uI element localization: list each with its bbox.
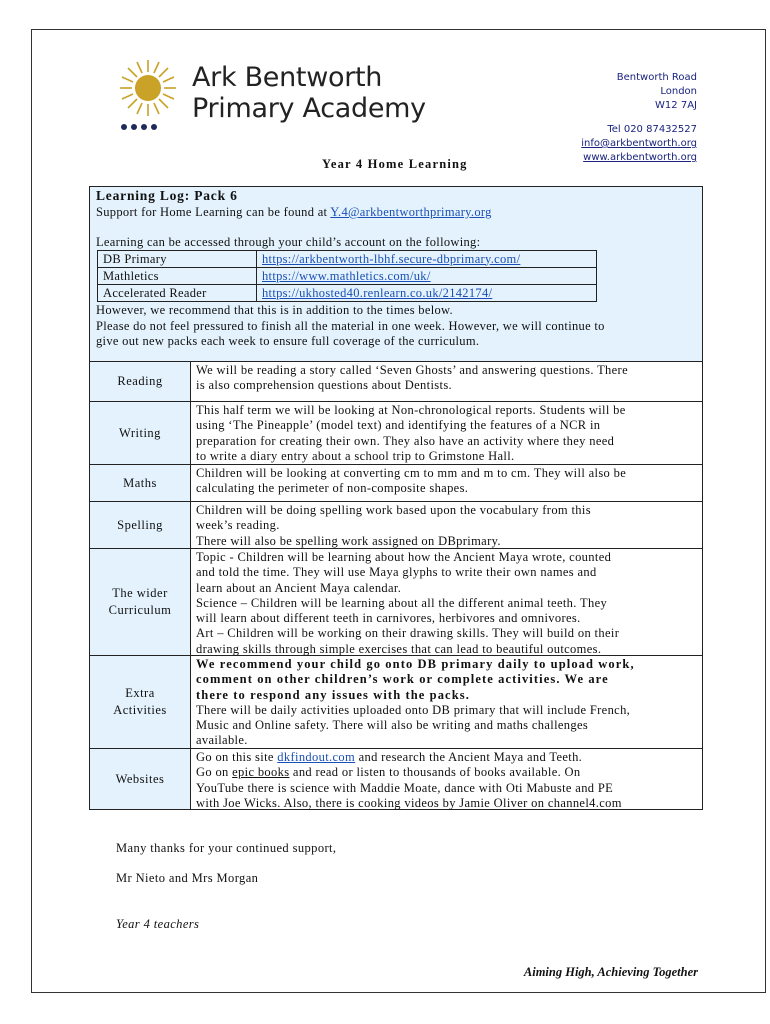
subject-row-websites bbox=[89, 749, 703, 810]
subject-row-wider-curriculum bbox=[89, 549, 703, 656]
subject-label: Writing bbox=[90, 402, 191, 464]
subject-label: Spelling bbox=[90, 502, 191, 548]
subject-label: Websites bbox=[90, 749, 191, 809]
logo-dots bbox=[121, 124, 157, 130]
sunburst-mark bbox=[120, 60, 176, 116]
table-row bbox=[98, 251, 597, 268]
subject-label: Extra Activities bbox=[90, 656, 191, 748]
subject-row-reading bbox=[89, 362, 703, 402]
note-line-2: Please do not feel pressured to finish all the material in one week. However, we will continue to bbox=[96, 319, 605, 333]
platform-name: Mathletics bbox=[98, 268, 257, 285]
school-logo bbox=[110, 58, 180, 133]
support-email-link[interactable]: Y.4@arkbentworthprimary.org bbox=[330, 205, 492, 219]
subject-text: We will be reading a story called ‘Seven Ghosts’ and answering questions. There is also comprehension questions about Dentists. bbox=[196, 363, 628, 393]
teacher-names: Mr Nieto and Mrs Morgan bbox=[116, 871, 259, 885]
email-link[interactable]: info@arkbentworth.org bbox=[581, 138, 697, 149]
subject-row-writing bbox=[89, 402, 703, 465]
school-name-line-1: Ark Bentworth bbox=[192, 62, 383, 93]
address-city: London bbox=[660, 86, 697, 97]
contact-block bbox=[581, 71, 697, 165]
subject-label: Reading bbox=[90, 362, 191, 401]
subject-row-spelling bbox=[89, 502, 703, 549]
table-row bbox=[98, 268, 597, 285]
subject-text: This half term we will be looking at Non-chronological reports. Students will be using ‘The Pineapple’ (model text) and identifying the features of a NCR in preparation for creating their own. They also have an activity where they need to write a diary entry about a school trip to Grimstone Hall. bbox=[196, 403, 626, 463]
thanks-line: Many thanks for your continued support, bbox=[116, 841, 337, 855]
epic-books-link[interactable]: epic books bbox=[232, 765, 290, 780]
website-link[interactable]: www.arkbentworth.org bbox=[583, 152, 697, 163]
platform-links-table bbox=[97, 250, 597, 302]
subject-label: Maths bbox=[90, 465, 191, 501]
school-name-line-2: Primary Academy bbox=[192, 93, 426, 124]
address-postcode: W12 7AJ bbox=[655, 100, 697, 111]
platform-name: DB Primary bbox=[98, 251, 257, 268]
address-street: Bentworth Road bbox=[616, 72, 697, 83]
platform-url-link[interactable]: https://ukhosted40.renlearn.co.uk/2142174/ bbox=[262, 285, 493, 300]
learning-log-heading: Learning Log: Pack 6 bbox=[96, 188, 238, 203]
platform-url-link[interactable]: https://arkbentworth-lbhf.secure-dbprimary.com/ bbox=[262, 251, 521, 266]
subject-row-extra-activities bbox=[89, 656, 703, 749]
school-motto: Aiming High, Achieving Together bbox=[523, 965, 698, 979]
subject-text: Topic - Children will be learning about how the Ancient Maya wrote, counted and told the time. They will use Maya glyphs to write their own names and learn about an Ancient Maya calendar. Science – Children will be learning about all the different animal teeth. They will learn about different teeth in carnivores, herbivores and omnivores. Art – Children will be working on their drawing skills. They will build on their drawing skills through simple exercises that can lead to beautiful outcomes. bbox=[196, 550, 620, 656]
support-line bbox=[96, 205, 492, 220]
school-name bbox=[192, 62, 426, 124]
page-title: Year 4 Home Learning bbox=[322, 157, 468, 171]
subject-text: We recommend your child go onto DB primary daily to upload work, comment on other children’s work or complete activities. We are there to respond any issues with the packs. There will be daily activities uploaded onto DB primary that will include French, Music and Online safety. There will also be writing and maths challenges available. bbox=[196, 657, 635, 748]
note-line-3: give out new packs each week to ensure full coverage of the curriculum. bbox=[96, 334, 480, 348]
learning-log-box bbox=[89, 186, 703, 362]
support-text: Support for Home Learning can be found at bbox=[96, 205, 331, 219]
table-row bbox=[98, 285, 597, 302]
subject-text: Go on this site dkfindout.com and research the Ancient Maya and Teeth. Go on epic books and read or listen to thousands of books available. On YouTube there is science with Maddie Moate, dance with Oti Mabuste and PE with Joe Wicks. Also, there is cooking videos by Jamie Oliver on channel4.com bbox=[196, 750, 622, 810]
subject-text: Children will be looking at converting cm to mm and m to cm. They will also be calculating the perimeter of non-composite shapes. bbox=[196, 466, 627, 496]
dkfindout-link[interactable]: dkfindout.com bbox=[277, 750, 356, 764]
telephone: Tel 020 87432527 bbox=[607, 124, 697, 135]
subject-text: Children will be doing spelling work based upon the vocabulary from this week’s reading. There will also be spelling work assigned on DBprimary. bbox=[196, 503, 591, 548]
subject-label: The wider Curriculum bbox=[90, 549, 191, 655]
platform-name: Accelerated Reader bbox=[98, 285, 257, 302]
teacher-role: Year 4 teachers bbox=[116, 917, 200, 931]
access-line: Learning can be accessed through your child’s account on the following: bbox=[96, 235, 481, 249]
note-line-1: However, we recommend that this is in addition to the times below. bbox=[96, 303, 453, 317]
subject-row-maths bbox=[89, 465, 703, 502]
platform-url-link[interactable]: https://www.mathletics.com/uk/ bbox=[262, 268, 431, 283]
